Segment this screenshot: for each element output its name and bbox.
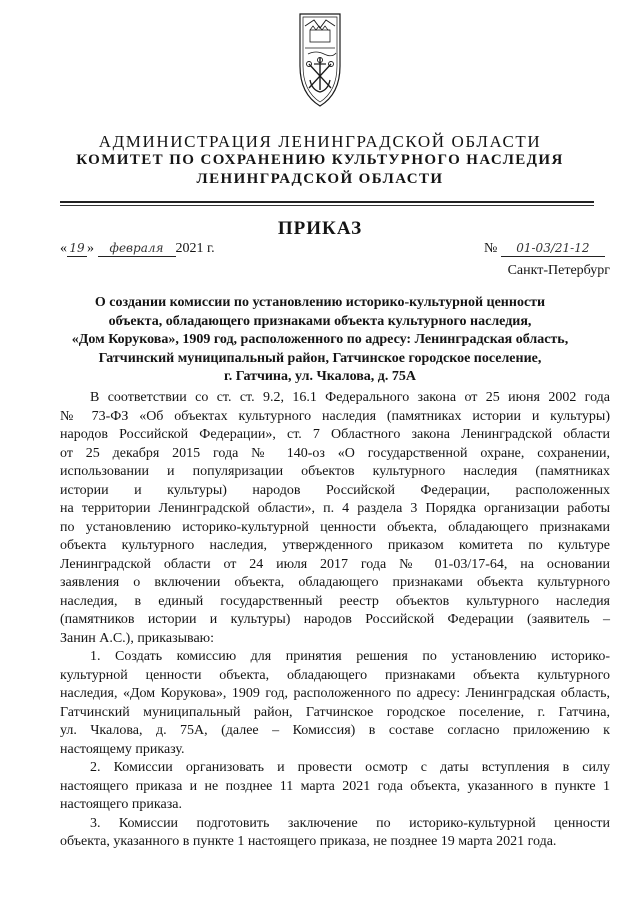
preamble-line: наследия, в единый государственный реестр объектов культурного наследия bbox=[60, 593, 610, 609]
item-1-line: культурной ценности объекта, обладающего признаками объекта культурного bbox=[60, 667, 610, 683]
preamble-line: народов Российской Федерации», ст. 7 Областного закона Ленинградской области bbox=[60, 427, 610, 442]
date-open-quote: « bbox=[60, 241, 67, 256]
item-2-line: настоящего приказа. bbox=[60, 797, 182, 812]
item-2-line: настоящего приказа и не позднее 11 марта 2021 года объекта, указанного в пункте 1 bbox=[60, 778, 610, 794]
coat-of-arms-icon bbox=[296, 8, 344, 110]
document-number bbox=[484, 241, 605, 257]
item-1-line: 1. Создать комиссию для принятия решения по установлению историко- bbox=[90, 649, 610, 664]
subject-line: объекта, обладающего признаками объекта культурного наследия, bbox=[108, 313, 532, 329]
item-3-line: 3. Комиссии подготовить заключение по историко-культурной ценности bbox=[90, 815, 610, 831]
date-close-quote: » bbox=[87, 241, 94, 256]
preamble-line: (памятников истории и культуры) народов Российской Федерации (заявитель – bbox=[60, 612, 610, 627]
document-date bbox=[60, 241, 215, 257]
preamble-line: объекта культурного наследия, утвержденного приказом комитета по культуре bbox=[60, 538, 610, 553]
subject-line: г. Гатчина, ул. Чкалова, д. 75А bbox=[223, 369, 416, 384]
preamble-line: истории и культуры) народов Российской Федерации, расположенных bbox=[60, 482, 610, 498]
item-1-line: ул. Чкалова, д. 75А, (далее – Комиссия) в составе согласно приложению к bbox=[60, 723, 610, 738]
number-prefix: № bbox=[484, 241, 498, 256]
preamble-line: заявления о включении объекта, обладающего признаками объекта культурного bbox=[60, 575, 610, 590]
organization-line-1: АДМИНИСТРАЦИЯ ЛЕНИНГРАДСКОЙ ОБЛАСТИ bbox=[98, 132, 542, 151]
item-1-line: наследия, «Дом Корукова», 1909 год, расположенного по адресу: Ленинградская область, bbox=[60, 686, 610, 701]
item-1-line: настоящему приказу. bbox=[60, 741, 185, 757]
preamble-line: В соответствии со ст. ст. 9.2, 16.1 Федерального закона от 25 июня 2002 года bbox=[90, 390, 610, 405]
date-year: 2021 г. bbox=[175, 241, 215, 256]
preamble-line: от 25 декабря 2015 года № 140-оз «О государственной охране, сохранении, bbox=[60, 445, 610, 461]
header-divider-thin bbox=[60, 205, 594, 206]
number-handwritten: 01-03/21-12 bbox=[501, 241, 605, 257]
preamble-line: по установлению историко-культурной ценности объекта, обладающего признаками bbox=[60, 519, 610, 535]
document-subject bbox=[60, 294, 580, 387]
preamble-line: на территории Ленинградской области», п. 4 раздела 3 Порядка организации работы bbox=[60, 501, 610, 516]
preamble-line: Ленинградской области от 24 июля 2017 года № 01-03/17-64, на основании bbox=[60, 556, 610, 572]
subject-line: Гатчинский муниципальный район, Гатчинское городское поселение, bbox=[98, 350, 542, 366]
item-1-line: Гатчинский муниципальный район, Гатчинское городское поселение, г. Гатчина, bbox=[60, 704, 610, 720]
item-3-line: объекта, указанного в пункте 1 настоящего приказа, не позднее 19 марта 2021 года. bbox=[60, 834, 557, 849]
date-month-handwritten: февраля bbox=[98, 241, 176, 257]
subject-line: О создании комиссии по установлению историко-культурной ценности bbox=[94, 295, 546, 310]
preamble-line: использовании и популяризации объектов культурного наследия (памятниках bbox=[60, 464, 610, 479]
organization-line-2: КОМИТЕТ ПО СОХРАНЕНИЮ КУЛЬТУРНОГО НАСЛЕДИЯ bbox=[76, 152, 564, 168]
date-day-handwritten: 19 bbox=[67, 241, 87, 257]
preamble-line: № 73-ФЗ «Об объектах культурного наследия (памятниках истории и культуры) bbox=[60, 408, 610, 424]
document-city: Санкт-Петербург bbox=[507, 263, 610, 278]
subject-line: «Дом Корукова», 1909 год, расположенного по адресу: Ленинградская область, bbox=[71, 332, 569, 347]
item-2-line: 2. Комиссии организовать и провести осмотр с даты вступления в силу bbox=[90, 760, 610, 775]
organization-line-3: ЛЕНИНГРАДСКОЙ ОБЛАСТИ bbox=[196, 171, 444, 187]
document-body bbox=[60, 389, 610, 852]
document-title: ПРИКАЗ bbox=[277, 218, 363, 239]
preamble-line: Занин А.С.), приказываю: bbox=[60, 630, 215, 646]
header-divider-thick bbox=[60, 201, 594, 203]
